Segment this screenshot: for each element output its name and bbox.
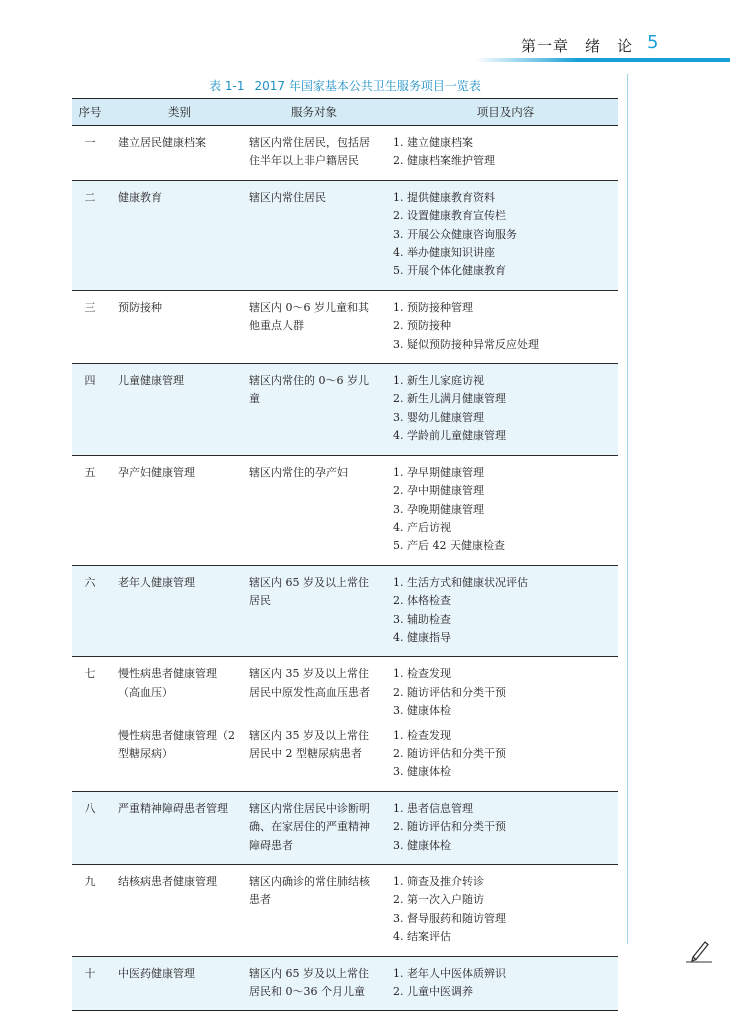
- content-item: 1. 新生儿家庭访视: [393, 374, 484, 388]
- category-cell: [108, 455, 241, 565]
- row-index: 九: [72, 865, 108, 957]
- table-row: [72, 565, 618, 657]
- target-cell: [241, 565, 379, 657]
- content-item: 3. 督导服药和随访管理: [393, 911, 506, 925]
- content-item: 3. 健康体检: [393, 765, 451, 779]
- content-item: 1. 生活方式和健康状况评估: [393, 575, 528, 589]
- target-cell: [241, 791, 379, 864]
- content-item: 3. 婴幼儿健康管理: [393, 410, 484, 424]
- page-header: [475, 30, 730, 62]
- content-cell: [379, 364, 618, 456]
- pen-note-icon: [684, 938, 714, 964]
- target-cell: [241, 956, 379, 1011]
- table-title: 2017 年国家基本公共卫生服务项目一览表: [254, 79, 481, 93]
- content-item: 2. 设置健康教育宣传栏: [393, 209, 506, 223]
- content-item: 2. 随访评估和分类干预: [393, 746, 506, 760]
- table-row: [72, 180, 618, 290]
- content-item: 2. 预防接种: [393, 319, 451, 333]
- header-target: 服务对象: [241, 99, 379, 126]
- target-text: 辖区内确诊的常住肺结核患者: [249, 875, 370, 907]
- target-text: 辖区内 65 岁及以上常住居民和 0～36 个月儿童: [249, 966, 369, 999]
- content-item: 4. 健康指导: [393, 630, 451, 644]
- content-cell: [379, 126, 618, 181]
- category-cell: [108, 126, 241, 181]
- content-list: [393, 189, 614, 281]
- content-list: [393, 574, 614, 648]
- content-list: [393, 727, 614, 782]
- target-cell: [241, 126, 379, 181]
- row-index: 十: [72, 956, 108, 1011]
- page-number: 5: [647, 32, 659, 53]
- content-list: [393, 134, 614, 171]
- content-item: 4. 产后访视: [393, 520, 451, 534]
- category-cell: [108, 865, 241, 957]
- row-index: 五: [72, 455, 108, 565]
- content-list: [393, 372, 614, 446]
- content-item: 2. 健康档案维护管理: [393, 154, 495, 168]
- content-item: 2. 儿童中医调养: [393, 985, 473, 999]
- content-list: [393, 965, 614, 1002]
- content-item: 1. 预防接种管理: [393, 300, 473, 314]
- row-index: 六: [72, 565, 108, 657]
- content-cell: [379, 956, 618, 1011]
- content-item: 4. 学龄前儿童健康管理: [393, 429, 506, 443]
- category-text: 儿童健康管理: [118, 374, 184, 388]
- content-cell: [379, 180, 618, 290]
- content-item: 1. 检查发现: [393, 728, 451, 742]
- target-cell: [241, 455, 379, 565]
- target-text: 辖区内常住居民，包括居住半年以上非户籍居民: [249, 136, 370, 168]
- target-cell: [241, 865, 379, 957]
- content-item: 3. 健康体检: [393, 838, 451, 852]
- target-cell: [241, 364, 379, 456]
- category-text: 健康教育: [118, 190, 162, 204]
- content-item: 2. 随访评估和分类干预: [393, 820, 506, 834]
- target-text: 辖区内 0～6 岁儿童和其他重点人群: [249, 300, 369, 333]
- table-row: [72, 956, 618, 1011]
- category-cell: [108, 180, 241, 290]
- content-cell: [379, 657, 618, 791]
- header-category: 类别: [108, 99, 241, 126]
- content-item: 5. 开展个体化健康教育: [393, 264, 506, 278]
- row-index: 八: [72, 791, 108, 864]
- row-index: 一: [84, 136, 96, 149]
- content-item: 2. 随访评估和分类干预: [393, 685, 506, 699]
- category-cell: [108, 791, 241, 864]
- row-index: 二: [72, 180, 108, 290]
- table-body: [72, 126, 618, 1011]
- table-header-row: [72, 99, 618, 126]
- service-table: [72, 98, 618, 1011]
- table-row: [72, 657, 618, 791]
- content-list: [393, 464, 614, 556]
- target-text: 辖区内 35 岁及以上常住居民中原发性高血压患者: [249, 667, 370, 699]
- content-cell: [379, 791, 618, 864]
- target-cell: [241, 290, 379, 363]
- category-text: 慢性病患者健康管理（高血压）: [118, 667, 217, 699]
- table-row: [72, 791, 618, 864]
- content-item: 1. 老年人中医体质辨识: [393, 966, 506, 980]
- content-item: 1. 检查发现: [393, 667, 451, 681]
- content-item: 2. 孕中期健康管理: [393, 484, 484, 498]
- target-text: 辖区内常住居民中诊断明确、在家居住的严重精神障碍患者: [249, 801, 370, 852]
- target-text: 辖区内常住的孕产妇: [249, 465, 348, 479]
- content-item: 3. 孕晚期健康管理: [393, 502, 484, 516]
- content-item: 2. 第一次入户随访: [393, 893, 484, 907]
- category-text: 严重精神障碍患者管理: [118, 801, 228, 815]
- content-cell: [379, 865, 618, 957]
- table-number: 表 1-1: [209, 79, 245, 93]
- content-item: 1. 建立健康档案: [393, 136, 473, 149]
- target-text: 辖区内常住居民: [249, 190, 326, 204]
- row-index: 四: [72, 364, 108, 456]
- chapter-title: 第一章 绪 论: [521, 37, 634, 55]
- content-item: 1. 患者信息管理: [393, 801, 473, 815]
- category-cell: [108, 657, 241, 791]
- content-item: 2. 新生儿满月健康管理: [393, 392, 506, 406]
- content-list: [393, 299, 614, 354]
- content-item: 3. 疑似预防接种异常反应处理: [393, 337, 539, 351]
- table-row: [72, 865, 618, 957]
- target-text: 辖区内 35 岁及以上常住居民中 2 型糖尿病患者: [249, 728, 369, 760]
- content-item: 1. 孕早期健康管理: [393, 465, 484, 479]
- category-cell: [108, 956, 241, 1011]
- row-index: 三: [72, 290, 108, 363]
- content-list: [393, 800, 614, 855]
- category-cell: [108, 364, 241, 456]
- content-list: [393, 873, 614, 947]
- content-item: 1. 筛查及推介转诊: [393, 875, 484, 888]
- target-cell: [241, 657, 379, 791]
- category-text: 慢性病患者健康管理（2 型糖尿病）: [118, 728, 235, 760]
- content-item: 1. 提供健康教育资料: [393, 190, 495, 204]
- content-item: 2. 体格检查: [393, 594, 451, 608]
- content-item: 3. 辅助检查: [393, 612, 451, 626]
- header-index: 序号: [72, 99, 108, 126]
- row-index: 七: [72, 657, 108, 791]
- content-item: 4. 结案评估: [393, 930, 451, 944]
- margin-rule: [627, 74, 628, 944]
- table-row: [72, 290, 618, 363]
- category-text: 孕产妇健康管理: [118, 465, 195, 479]
- header-content: 项目及内容: [379, 99, 618, 126]
- target-cell: [241, 180, 379, 290]
- category-text: 老年人健康管理: [118, 575, 195, 589]
- content-item: 3. 健康体检: [393, 704, 451, 718]
- category-cell: [108, 290, 241, 363]
- content-cell: [379, 455, 618, 565]
- table-row: [72, 126, 618, 181]
- table-row: [72, 364, 618, 456]
- category-cell: [108, 565, 241, 657]
- category-text: 中医药健康管理: [118, 966, 195, 980]
- content-list: [393, 665, 614, 720]
- target-text: 辖区内常住的 0～6 岁儿童: [249, 374, 369, 406]
- content-cell: [379, 565, 618, 657]
- content-cell: [379, 290, 618, 363]
- category-text: 建立居民健康档案: [118, 136, 206, 149]
- target-text: 辖区内 65 岁及以上常住居民: [249, 575, 369, 608]
- content-item: 5. 产后 42 天健康检查: [393, 539, 505, 553]
- category-text: 结核病患者健康管理: [118, 875, 217, 888]
- content-item: 4. 举办健康知识讲座: [393, 246, 495, 260]
- table-row: [72, 455, 618, 565]
- content-item: 3. 开展公众健康咨询服务: [393, 227, 517, 241]
- category-text: 预防接种: [118, 300, 162, 314]
- table-caption: [72, 77, 618, 94]
- header-accent-bar: [475, 58, 730, 62]
